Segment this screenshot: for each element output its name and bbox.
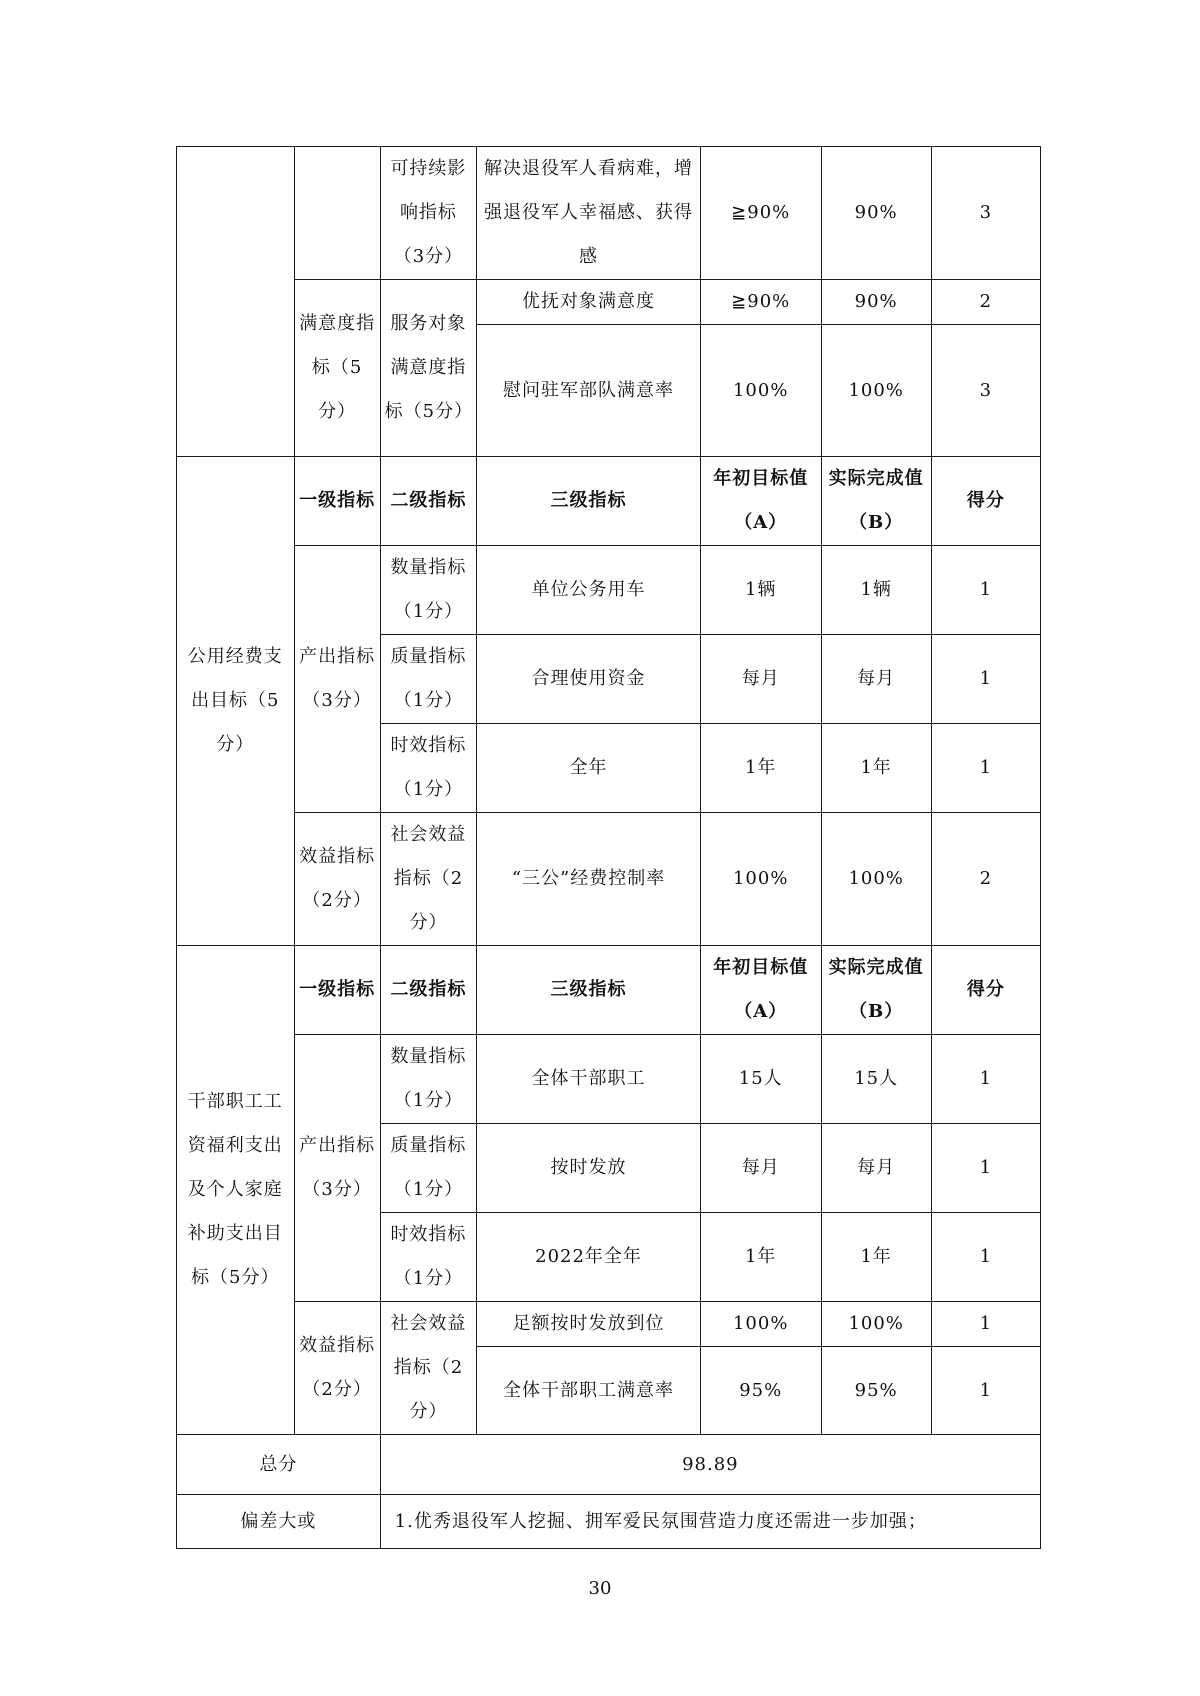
actual-value-cell: 每月 [821, 635, 931, 724]
score-cell: 1 [931, 724, 1040, 813]
total-row [177, 1435, 1041, 1495]
score-cell: 3 [931, 325, 1040, 457]
table-row [177, 1035, 1041, 1124]
level2-cell: 时效指标（1分） [380, 1213, 477, 1302]
level2-cell: 服务对象满意度指标（5分） [380, 280, 477, 457]
table-header-row [177, 946, 1041, 1035]
header-level2: 二级指标 [380, 946, 477, 1035]
header-actual-value: 实际完成值（B） [821, 457, 931, 546]
actual-value-cell: 1年 [821, 1213, 931, 1302]
score-cell: 1 [931, 1124, 1040, 1213]
level2-cell: 质量指标（1分） [380, 1124, 477, 1213]
header-level3: 三级指标 [477, 946, 701, 1035]
header-actual-value: 实际完成值（B） [821, 946, 931, 1035]
level2-cell: 社会效益指标（2分） [380, 1302, 477, 1435]
header-level1: 一级指标 [294, 946, 380, 1035]
target-value-cell: 100% [700, 813, 821, 946]
deviation-text: 1.优秀退役军人挖掘、拥军爱民氛围营造力度还需进一步加强； [380, 1495, 1040, 1549]
level3-cell: 足额按时发放到位 [477, 1302, 701, 1347]
score-cell: 2 [931, 280, 1040, 325]
table-row [177, 1302, 1041, 1347]
actual-value-cell: 90% [821, 280, 931, 325]
target-value-cell: 95% [700, 1347, 821, 1435]
header-level3: 三级指标 [477, 457, 701, 546]
level3-cell: 合理使用资金 [477, 635, 701, 724]
level2-cell: 可持续影响指标（3分） [380, 147, 477, 280]
level3-cell: 单位公务用车 [477, 546, 701, 635]
target-value-cell: 1年 [700, 1213, 821, 1302]
page-number: 30 [588, 1578, 612, 1599]
total-value: 98.89 [380, 1435, 1040, 1495]
table-row [177, 546, 1041, 635]
score-cell: 1 [931, 546, 1040, 635]
category-cell-empty [177, 147, 295, 457]
actual-value-cell: 95% [821, 1347, 931, 1435]
actual-value-cell: 每月 [821, 1124, 931, 1213]
score-cell: 1 [931, 1213, 1040, 1302]
target-value-cell: ≧90% [700, 147, 821, 280]
actual-value-cell: 1辆 [821, 546, 931, 635]
level3-cell: “三公”经费控制率 [477, 813, 701, 946]
target-value-cell: 100% [700, 1302, 821, 1347]
score-cell: 1 [931, 1035, 1040, 1124]
score-cell: 1 [931, 1347, 1040, 1435]
target-value-cell: 100% [700, 325, 821, 457]
table-row [177, 147, 1041, 280]
table-header-row [177, 457, 1041, 546]
score-cell: 3 [931, 147, 1040, 280]
actual-value-cell: 90% [821, 147, 931, 280]
target-value-cell: 15人 [700, 1035, 821, 1124]
score-cell: 2 [931, 813, 1040, 946]
level3-cell: 2022年全年 [477, 1213, 701, 1302]
level1-cell: 满意度指标（5分） [294, 280, 380, 457]
header-level1: 一级指标 [294, 457, 380, 546]
header-score: 得分 [931, 946, 1040, 1035]
header-target-value: 年初目标值（A） [700, 946, 821, 1035]
actual-value-cell: 100% [821, 325, 931, 457]
level3-cell: 解决退役军人看病难，增强退役军人幸福感、获得感 [477, 147, 701, 280]
target-value-cell: 每月 [700, 635, 821, 724]
level2-cell: 社会效益指标（2分） [380, 813, 477, 946]
actual-value-cell: 15人 [821, 1035, 931, 1124]
level3-cell: 全体干部职工满意率 [477, 1347, 701, 1435]
level2-cell: 质量指标（1分） [380, 635, 477, 724]
table-row [177, 813, 1041, 946]
score-cell: 1 [931, 1302, 1040, 1347]
target-value-cell: 1年 [700, 724, 821, 813]
actual-value-cell: 100% [821, 813, 931, 946]
score-cell: 1 [931, 635, 1040, 724]
target-value-cell: 每月 [700, 1124, 821, 1213]
actual-value-cell: 100% [821, 1302, 931, 1347]
level3-cell: 全体干部职工 [477, 1035, 701, 1124]
performance-indicator-table [176, 146, 1041, 1549]
level1-cell: 效益指标（2分） [294, 813, 380, 946]
level3-cell: 按时发放 [477, 1124, 701, 1213]
level2-cell: 数量指标（1分） [380, 546, 477, 635]
level2-cell: 数量指标（1分） [380, 1035, 477, 1124]
category-cell: 公用经费支出目标（5分） [177, 457, 295, 946]
actual-value-cell: 1年 [821, 724, 931, 813]
header-target-value: 年初目标值（A） [700, 457, 821, 546]
level1-cell: 效益指标（2分） [294, 1302, 380, 1435]
level1-cell-empty [294, 147, 380, 280]
header-level2: 二级指标 [380, 457, 477, 546]
level2-cell: 时效指标（1分） [380, 724, 477, 813]
level3-cell: 慰问驻军部队满意率 [477, 325, 701, 457]
deviation-label: 偏差大或 [177, 1495, 381, 1549]
level1-cell: 产出指标（3分） [294, 546, 380, 813]
total-label: 总分 [177, 1435, 381, 1495]
target-value-cell: ≧90% [700, 280, 821, 325]
level3-cell: 全年 [477, 724, 701, 813]
deviation-row [177, 1495, 1041, 1549]
header-score: 得分 [931, 457, 1040, 546]
category-cell: 干部职工工资福利支出及个人家庭补助支出目标（5分） [177, 946, 295, 1435]
target-value-cell: 1辆 [700, 546, 821, 635]
level3-cell: 优抚对象满意度 [477, 280, 701, 325]
level1-cell: 产出指标（3分） [294, 1035, 380, 1302]
table-row [177, 280, 1041, 325]
